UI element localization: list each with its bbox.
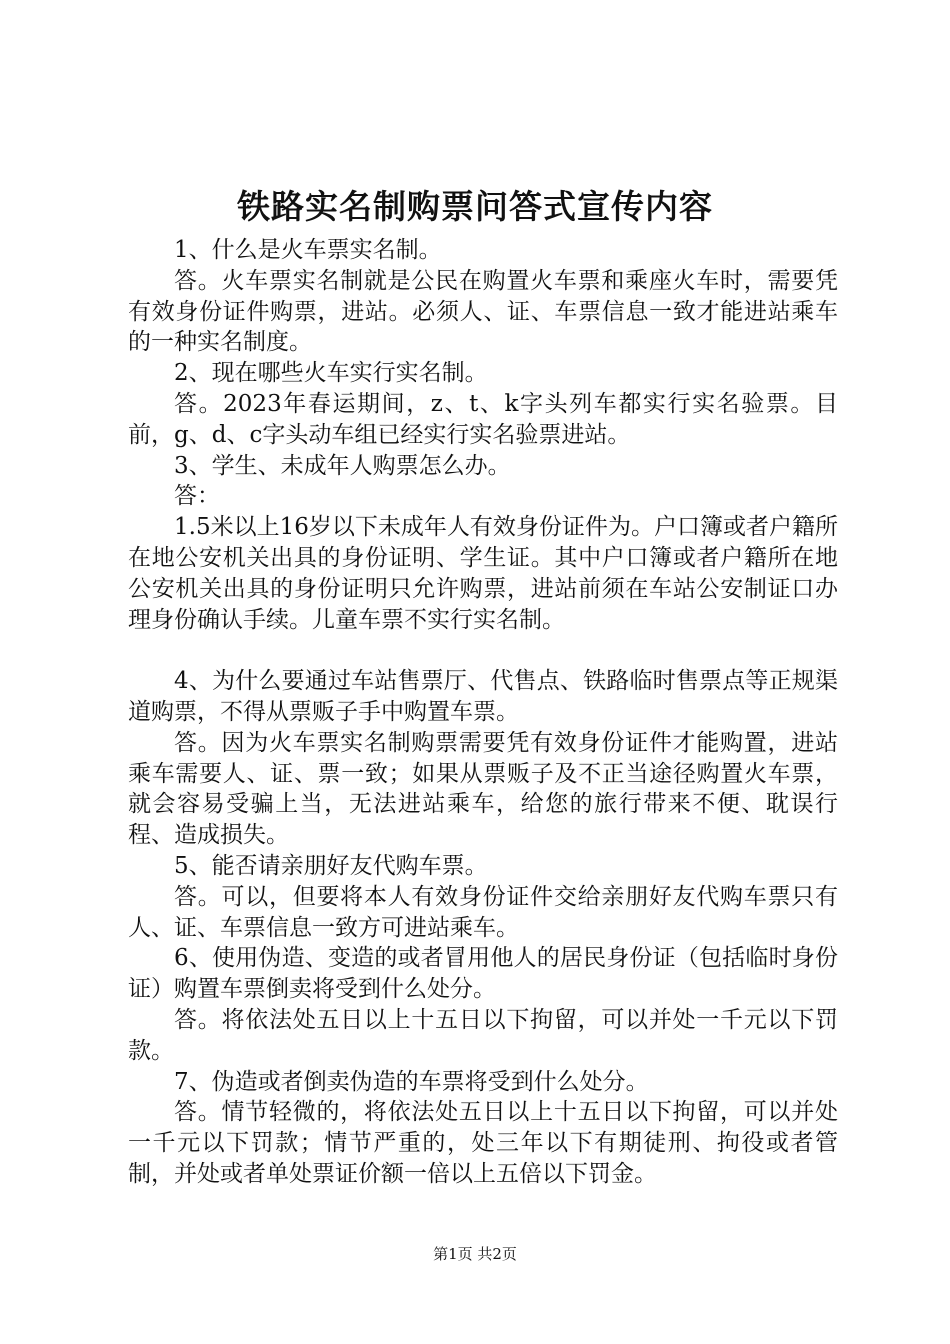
answer-4: 答。因为火车票实名制购票需要凭有效身份证件才能购置，进站乘车需要人、证、票一致；如果从票贩子及不正当途径购置火车票，就会容易受骗上当，无法进站乘车，给您的旅行带来不便、耽误行程、造成损失。: [128, 729, 838, 849]
question-3: 3、学生、未成年人购票怎么办。: [174, 452, 511, 479]
answer-2: 答。2023年春运期间，z、t、k字头列车都实行实名验票。目前，g、d、c字头动车组已经实行实名验票进站。: [128, 390, 838, 448]
answer-5: 答。可以，但要将本人有效身份证件交给亲朋好友代购车票只有人、证、车票信息一致方可进站乘车。: [128, 883, 838, 941]
page-number-footer: 第1页 共2页: [433, 1245, 517, 1263]
question-7: 7、伪造或者倒卖伪造的车票将受到什么处分。: [174, 1068, 649, 1095]
answer-3: 1.5米以上16岁以下未成年人有效身份证件为。户口簿或者户籍所在地公安机关出具的身份证明、学生证。其中户口簿或者户籍所在地公安机关出具的身份证明只允许购票，进站前须在车站公安制证口办理身份确认手续。儿童车票不实行实名制。: [128, 514, 838, 633]
question-4: 4、为什么要通过车站售票厅、代售点、铁路临时售票点等正规渠道购票，不得从票贩子手中购置车票。: [128, 668, 838, 725]
document-title: 铁路实名制购票问答式宣传内容: [237, 187, 713, 226]
question-2: 2、现在哪些火车实行实名制。: [174, 360, 488, 387]
question-1: 1、什么是火车票实名制。: [174, 237, 442, 263]
answer-1: 答。火车票实名制就是公民在购置火车票和乘座火车时，需要凭有效身份证件购票，进站。必须人、证、车票信息一致才能进站乘车的一种实名制度。: [128, 267, 838, 356]
answer-3-label: 答：: [174, 483, 220, 510]
question-5: 5、能否请亲朋好友代购车票。: [174, 852, 488, 879]
answer-6: 答。将依法处五日以上十五日以下拘留，可以并处一千元以下罚款。: [128, 1006, 838, 1064]
answer-7: 答。情节轻微的，将依法处五日以上十五日以下拘留，可以并处一千元以下罚款；情节严重的，处三年以下有期徒刑、拘役或者管制，并处或者单处票证价额一倍以上五倍以下罚金。: [128, 1099, 838, 1187]
document-body: [128, 235, 838, 1190]
question-6: 6、使用伪造、变造的或者冒用他人的居民身份证（包括临时身份证）购置车票倒卖将受到什么处分。: [128, 945, 838, 1003]
blank-line: [128, 635, 838, 666]
